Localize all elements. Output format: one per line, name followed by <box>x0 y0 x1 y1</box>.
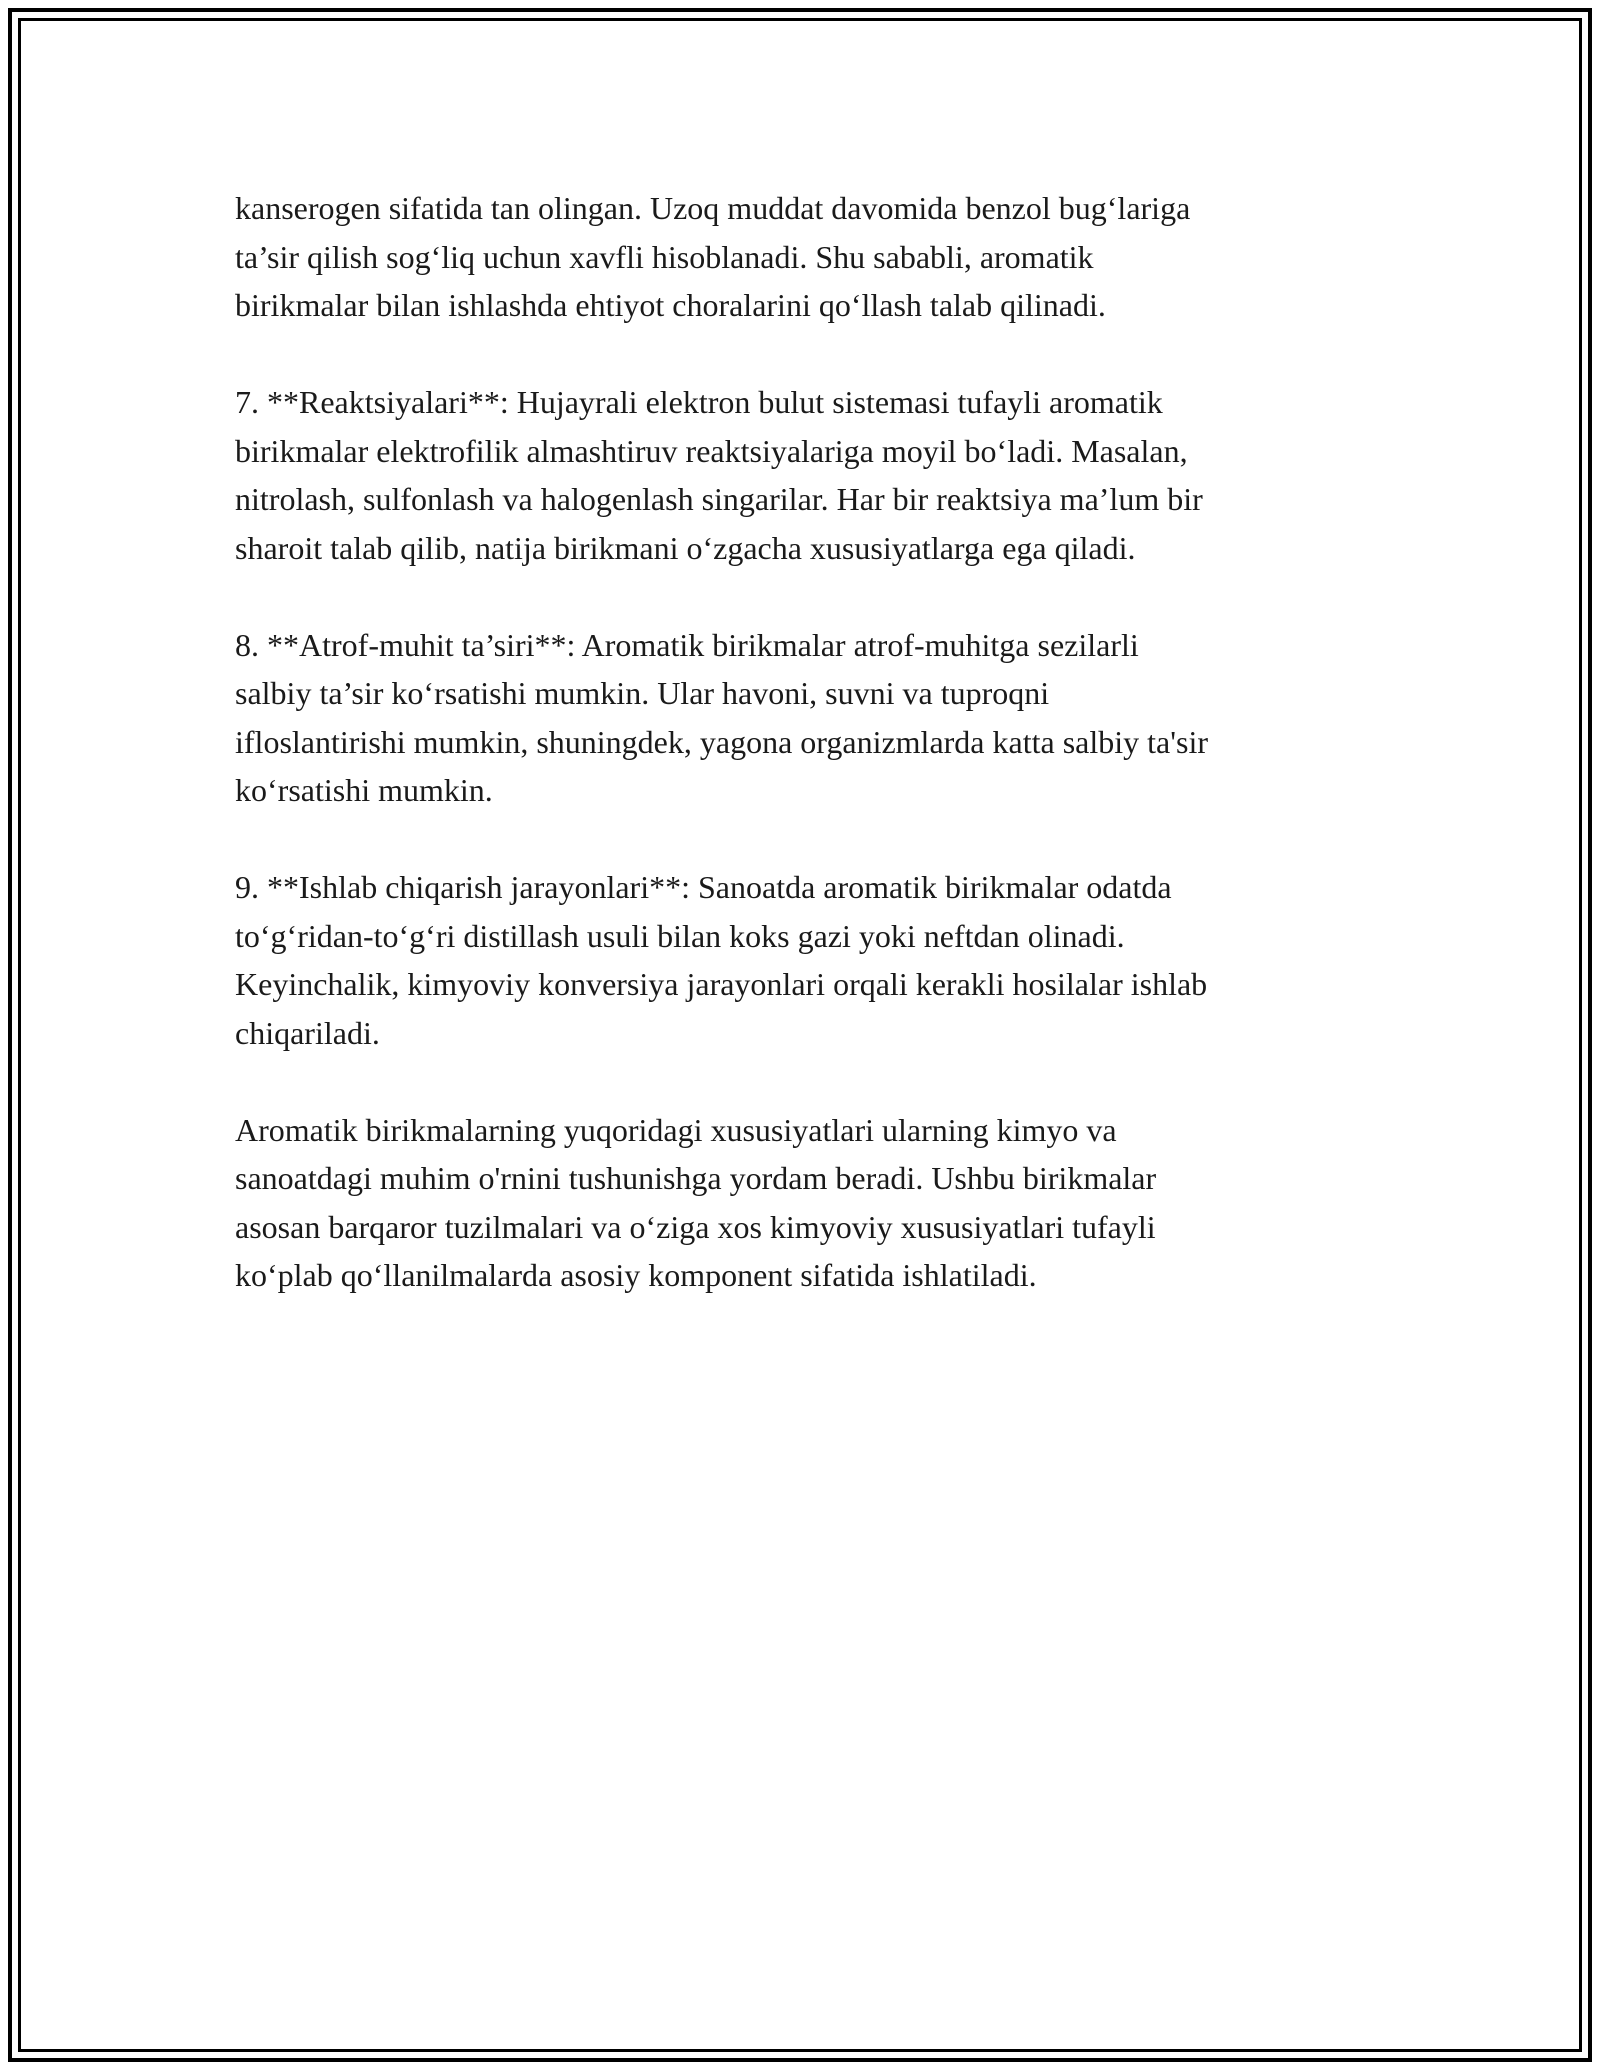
paragraph-reactions: 7. **Reaktsiyalari**: Hujayrali elektron bulut sistemasi tufayli aromatik birikmalar elektrofilik almashtiruv reaktsiyalariga moyil bo‘ladi. Masalan, nitrolash, sulfonlash va halogenlash singarilar. Har bir reaktsiya ma’lum bir sharoit talab qilib, natija birikmani o‘zgacha xususiyatlarga ega qiladi. <box>235 384 1203 566</box>
paragraph-production-processes: 9. **Ishlab chiqarish jarayonlari**: Sanoatda aromatik birikmalar odatda to‘g‘ridan-to‘g‘ri distillash usuli bilan koks gazi yoki neftdan olinadi. Keyinchalik, kimyoviy konversiya jarayonlari orqali kerakli hosilalar ishlab chiqariladi. <box>235 869 1208 1051</box>
document-body <box>235 184 1365 1348</box>
paragraph-benzol-hazard: kanserogen sifatida tan olingan. Uzoq muddat davomida benzol bug‘lariga ta’sir qilish sog‘liq uchun xavfli hisoblanadi. Shu sababli, aromatik birikmalar bilan ishlashda ehtiyot choralarini qo‘llash talab qilinadi. <box>235 190 1191 323</box>
paragraph-conclusion: Aromatik birikmalarning yuqoridagi xususiyatlari ularning kimyo va sanoatdagi muhim o'rnini tushunishga yordam beradi. Ushbu birikmalar asosan barqaror tuzilmalari va o‘ziga xos kimyoviy xususiyatlari tufayli ko‘plab qo‘llanilmalarda asosiy komponent sifatida ishlatiladi. <box>235 1111 1157 1293</box>
paragraph-environmental-impact: 8. **Atrof-muhit ta’siri**: Aromatik birikmalar atrof-muhitga sezilarli salbiy ta’sir ko‘rsatishi mumkin. Ular havoni, suvni va tuproqni ifloslantirishi mumkin, shuningdek, yagona organizmlarda katta salbiy ta'sir ko‘rsatishi mumkin. <box>235 626 1208 808</box>
